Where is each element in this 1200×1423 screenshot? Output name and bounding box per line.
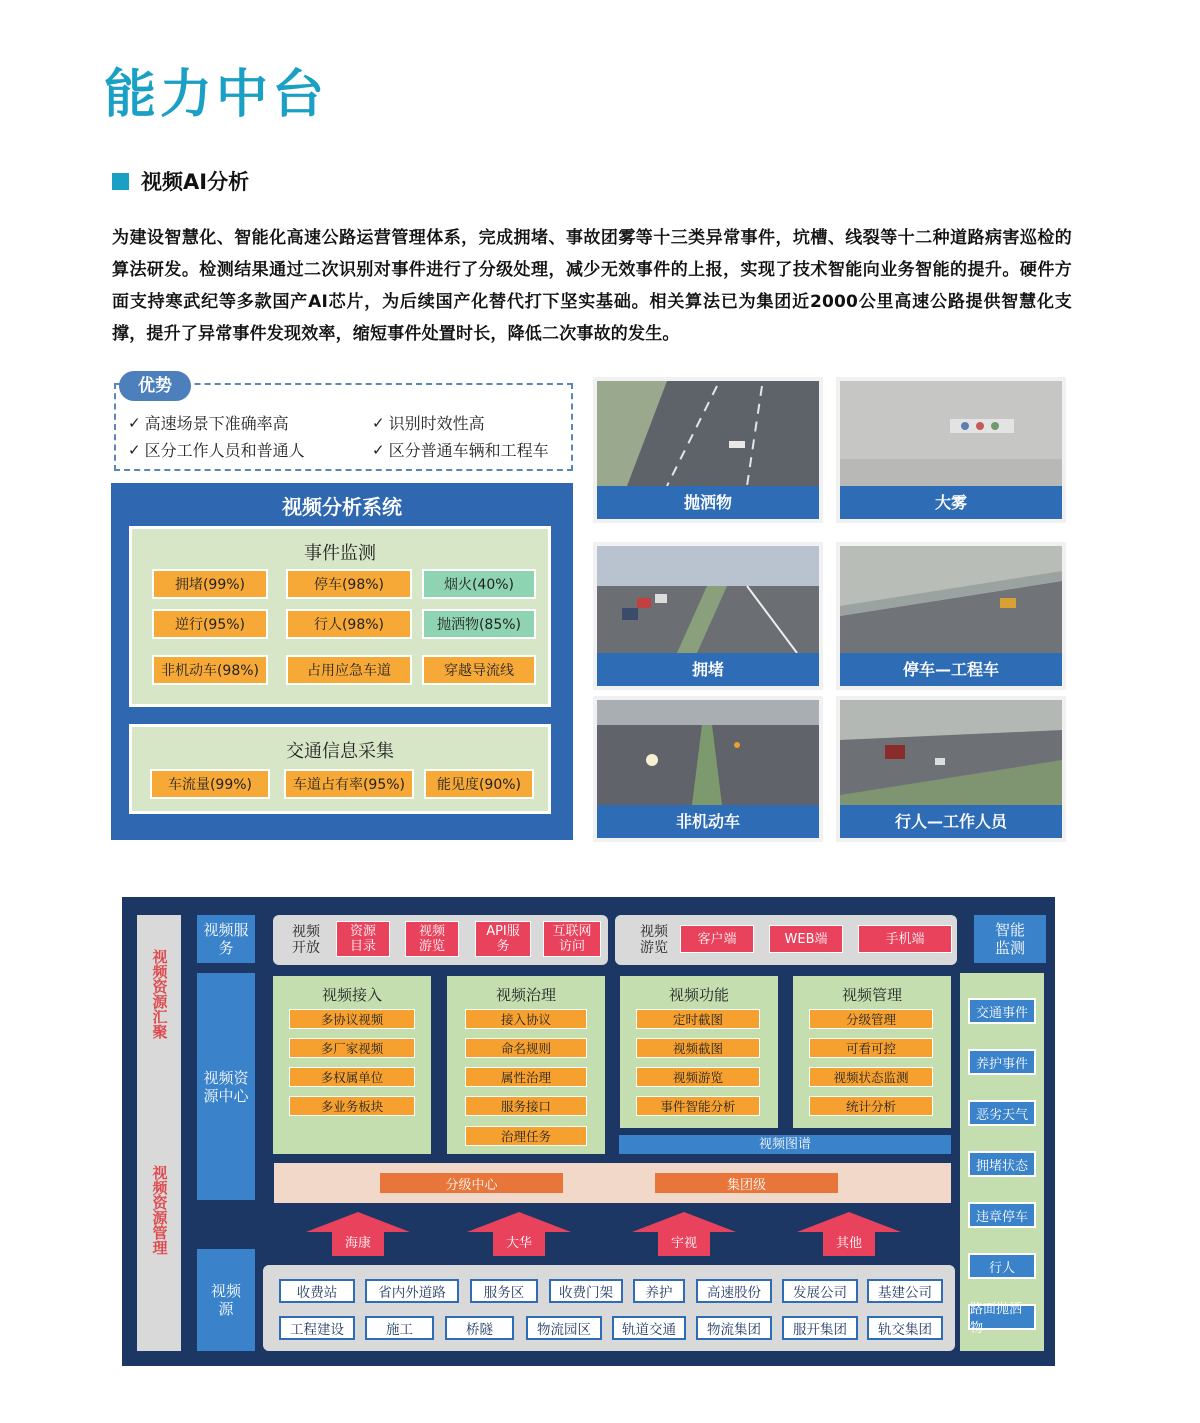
- left-label-top-text: 视频资源汇聚: [150, 949, 169, 1039]
- vendor-label: 宇视: [670, 1236, 697, 1251]
- source-item: 发展公司: [782, 1279, 858, 1303]
- traffic-info-title: 交通信息采集: [286, 741, 394, 762]
- video-open-label: 视频开放: [292, 924, 320, 956]
- panel-item: 多业务板块: [289, 1096, 415, 1116]
- advantage-label: 区分工作人员和普通人: [144, 441, 305, 460]
- non-motor-vehicle-photo: [597, 700, 819, 805]
- level-item: 集团级: [655, 1173, 838, 1193]
- advantage-item: [372, 411, 485, 434]
- panel-item: 多厂家视频: [289, 1038, 415, 1058]
- event-tile: 穿越导流线: [422, 655, 536, 685]
- open-item-button[interactable]: 视频游览: [405, 921, 459, 957]
- video-analysis-system: [111, 483, 573, 840]
- monitor-item: 违章停车: [968, 1202, 1036, 1228]
- vendor-label: 其他: [835, 1236, 862, 1251]
- panel-item: 视频游览: [636, 1067, 760, 1087]
- event-tile: 非机动车(98%): [152, 655, 268, 685]
- panel-title: 视频管理: [841, 986, 902, 1004]
- monitor-item: 路面抛洒物: [968, 1304, 1036, 1330]
- open-item-button[interactable]: API服务: [475, 921, 531, 957]
- panel-item: 服务接口: [465, 1096, 587, 1116]
- source-item: 服开集团: [782, 1316, 858, 1340]
- vendor-arrow: [797, 1212, 901, 1256]
- source-item: 物流园区: [526, 1316, 602, 1340]
- video-source-label: 视频源: [197, 1249, 255, 1351]
- monitor-item: 交通事件: [968, 998, 1036, 1024]
- advantage-label: 区分普通车辆和工程车: [388, 441, 549, 460]
- advantages-tag: 优势: [119, 371, 191, 401]
- source-item: 工程建设: [279, 1316, 355, 1340]
- left-label-column: [137, 915, 181, 1351]
- photo-card: [597, 546, 819, 686]
- traffic-info-panel: [129, 724, 551, 814]
- panel-item: 统计分析: [809, 1096, 933, 1116]
- source-item: 物流集团: [696, 1316, 772, 1340]
- panel-item: 治理任务: [465, 1126, 587, 1146]
- panel-item: 分级管理: [809, 1009, 933, 1029]
- event-tile: 行人(98%): [286, 609, 412, 639]
- panel-item: 多协议视频: [289, 1009, 415, 1029]
- photo-card: [597, 700, 819, 838]
- event-tile: 逆行(95%): [152, 609, 268, 639]
- event-tile: 烟火(40%): [422, 569, 536, 599]
- level-item: 分级中心: [380, 1173, 563, 1193]
- monitor-item: 行人: [968, 1253, 1036, 1279]
- browse-item-button[interactable]: WEB端: [769, 925, 843, 953]
- panel-item: 可看可控: [809, 1038, 933, 1058]
- vendor-arrow: [467, 1212, 571, 1256]
- advantage-item: [372, 438, 549, 461]
- panel-title: 视频治理: [495, 986, 556, 1004]
- panel-item: 命名规则: [465, 1038, 587, 1058]
- open-item-button[interactable]: 资源目录: [336, 921, 390, 957]
- vendor-label: 海康: [344, 1236, 371, 1251]
- pedestrian-worker-photo: [840, 700, 1062, 805]
- left-label-bottom: [137, 1165, 181, 1260]
- photo-caption: 停车—工程车: [840, 653, 1062, 686]
- advantage-label: 高速场景下准确率高: [144, 414, 289, 433]
- traffic-tile: 车流量(99%): [150, 769, 270, 799]
- panel-item: 接入协议: [465, 1009, 587, 1029]
- photo-caption: 行人—工作人员: [840, 805, 1062, 838]
- source-item: 服务区: [470, 1279, 538, 1303]
- source-item: 轨道交通: [612, 1316, 686, 1340]
- event-monitor-title: 事件监测: [304, 543, 376, 564]
- panel-item: 多权属单位: [289, 1067, 415, 1087]
- browse-item-button[interactable]: 客户端: [680, 925, 754, 953]
- check-icon: ✓: [372, 413, 385, 432]
- source-item: 收费门架: [549, 1279, 623, 1303]
- panel-video-access: [273, 976, 431, 1154]
- panel-video-management: [793, 976, 951, 1128]
- traffic-tile: 车道占有率(95%): [284, 769, 414, 799]
- panel-title: 视频接入: [321, 986, 382, 1004]
- parked-vehicle-photo: [840, 546, 1062, 653]
- panel-item: 视频状态监测: [809, 1067, 933, 1087]
- video-service-label: 视频服务: [197, 915, 255, 963]
- panel-video-governance: [447, 976, 605, 1154]
- event-tile: 停车(98%): [286, 569, 412, 599]
- source-item: 基建公司: [867, 1279, 943, 1303]
- event-tile: 占用应急车道: [286, 655, 412, 685]
- vendor-arrow: [306, 1212, 410, 1256]
- monitor-item: 拥堵状态: [968, 1151, 1036, 1177]
- photo-card: [840, 381, 1062, 519]
- source-item: 桥隧: [445, 1316, 514, 1340]
- source-item: 养护: [633, 1279, 685, 1303]
- check-icon: ✓: [128, 413, 141, 432]
- traffic-tile: 能见度(90%): [424, 769, 534, 799]
- panel-item: 视频截图: [636, 1038, 760, 1058]
- section-title: 视频AI分析: [141, 170, 250, 194]
- intro-paragraph: 为建设智慧化、智能化高速公路运营管理体系，完成拥堵、事故团雾等十三类异常事件，坑槽、线裂等十二种道路病害巡检的算法研发。检测结果通过二次识别对事件进行了分级处理，减少无效事件的上报，实现了技术智能向业务智能的提升。硬件方面支持寒武纪等多款国产AI芯片，为后续国产化替代打下坚实基础。相关算法已为集团近2000公里高速公路提供智慧化支撑，提升了异常事件发现效率，缩短事件处置时长，降低二次事故的发生。: [112, 228, 1072, 344]
- photo-card: [597, 381, 819, 519]
- open-item-button[interactable]: 互联网访问: [543, 921, 601, 957]
- panel-item: 属性治理: [465, 1067, 587, 1087]
- source-item: 高速股份: [696, 1279, 772, 1303]
- fog-photo: [840, 381, 1062, 486]
- panel-title: 视频功能: [668, 986, 729, 1004]
- vendor-label: 大华: [505, 1236, 532, 1251]
- vendor-arrow: [632, 1212, 736, 1256]
- page-title: 能力中台: [104, 65, 329, 125]
- resource-center-label: 视频资源中心: [197, 973, 255, 1200]
- photo-caption: 非机动车: [597, 805, 819, 838]
- video-browse-label: 视频游览: [640, 924, 668, 956]
- event-monitor-panel: [129, 526, 551, 707]
- advantage-item: [128, 411, 289, 434]
- photo-caption: 抛洒物: [597, 486, 819, 519]
- advantage-label: 识别时效性高: [388, 414, 485, 433]
- road-photo: [597, 381, 819, 486]
- photo-card: [840, 546, 1062, 686]
- monitor-item: 养护事件: [968, 1049, 1036, 1075]
- source-item: 省内外道路: [365, 1279, 459, 1303]
- photo-caption: 拥堵: [597, 653, 819, 686]
- advantage-item: [128, 438, 305, 461]
- photo-card: [840, 700, 1062, 838]
- smart-monitor-label: 智能监测: [974, 915, 1046, 963]
- left-label-top: [137, 949, 181, 1044]
- check-icon: ✓: [128, 440, 141, 459]
- panel-item: 事件智能分析: [636, 1096, 760, 1116]
- section-heading: [112, 166, 249, 196]
- section-bullet-icon: [112, 173, 129, 190]
- source-item: 轨交集团: [867, 1316, 943, 1340]
- event-tile: 拥堵(99%): [152, 569, 268, 599]
- source-item: 施工: [365, 1316, 434, 1340]
- monitor-item: 恶劣天气: [968, 1100, 1036, 1126]
- panel-item: 定时截图: [636, 1009, 760, 1029]
- congestion-photo: [597, 546, 819, 653]
- left-label-bottom-text: 视频资源管理: [150, 1165, 169, 1255]
- video-graph-bar: 视频图谱: [619, 1135, 951, 1154]
- event-tile: 抛洒物(85%): [422, 609, 536, 639]
- panel-video-function: [620, 976, 778, 1128]
- browse-item-button[interactable]: 手机端: [858, 925, 952, 953]
- vas-title: 视频分析系统: [282, 495, 402, 519]
- source-item: 收费站: [279, 1279, 355, 1303]
- level-band: [274, 1163, 951, 1203]
- photo-caption: 大雾: [840, 486, 1062, 519]
- check-icon: ✓: [372, 440, 385, 459]
